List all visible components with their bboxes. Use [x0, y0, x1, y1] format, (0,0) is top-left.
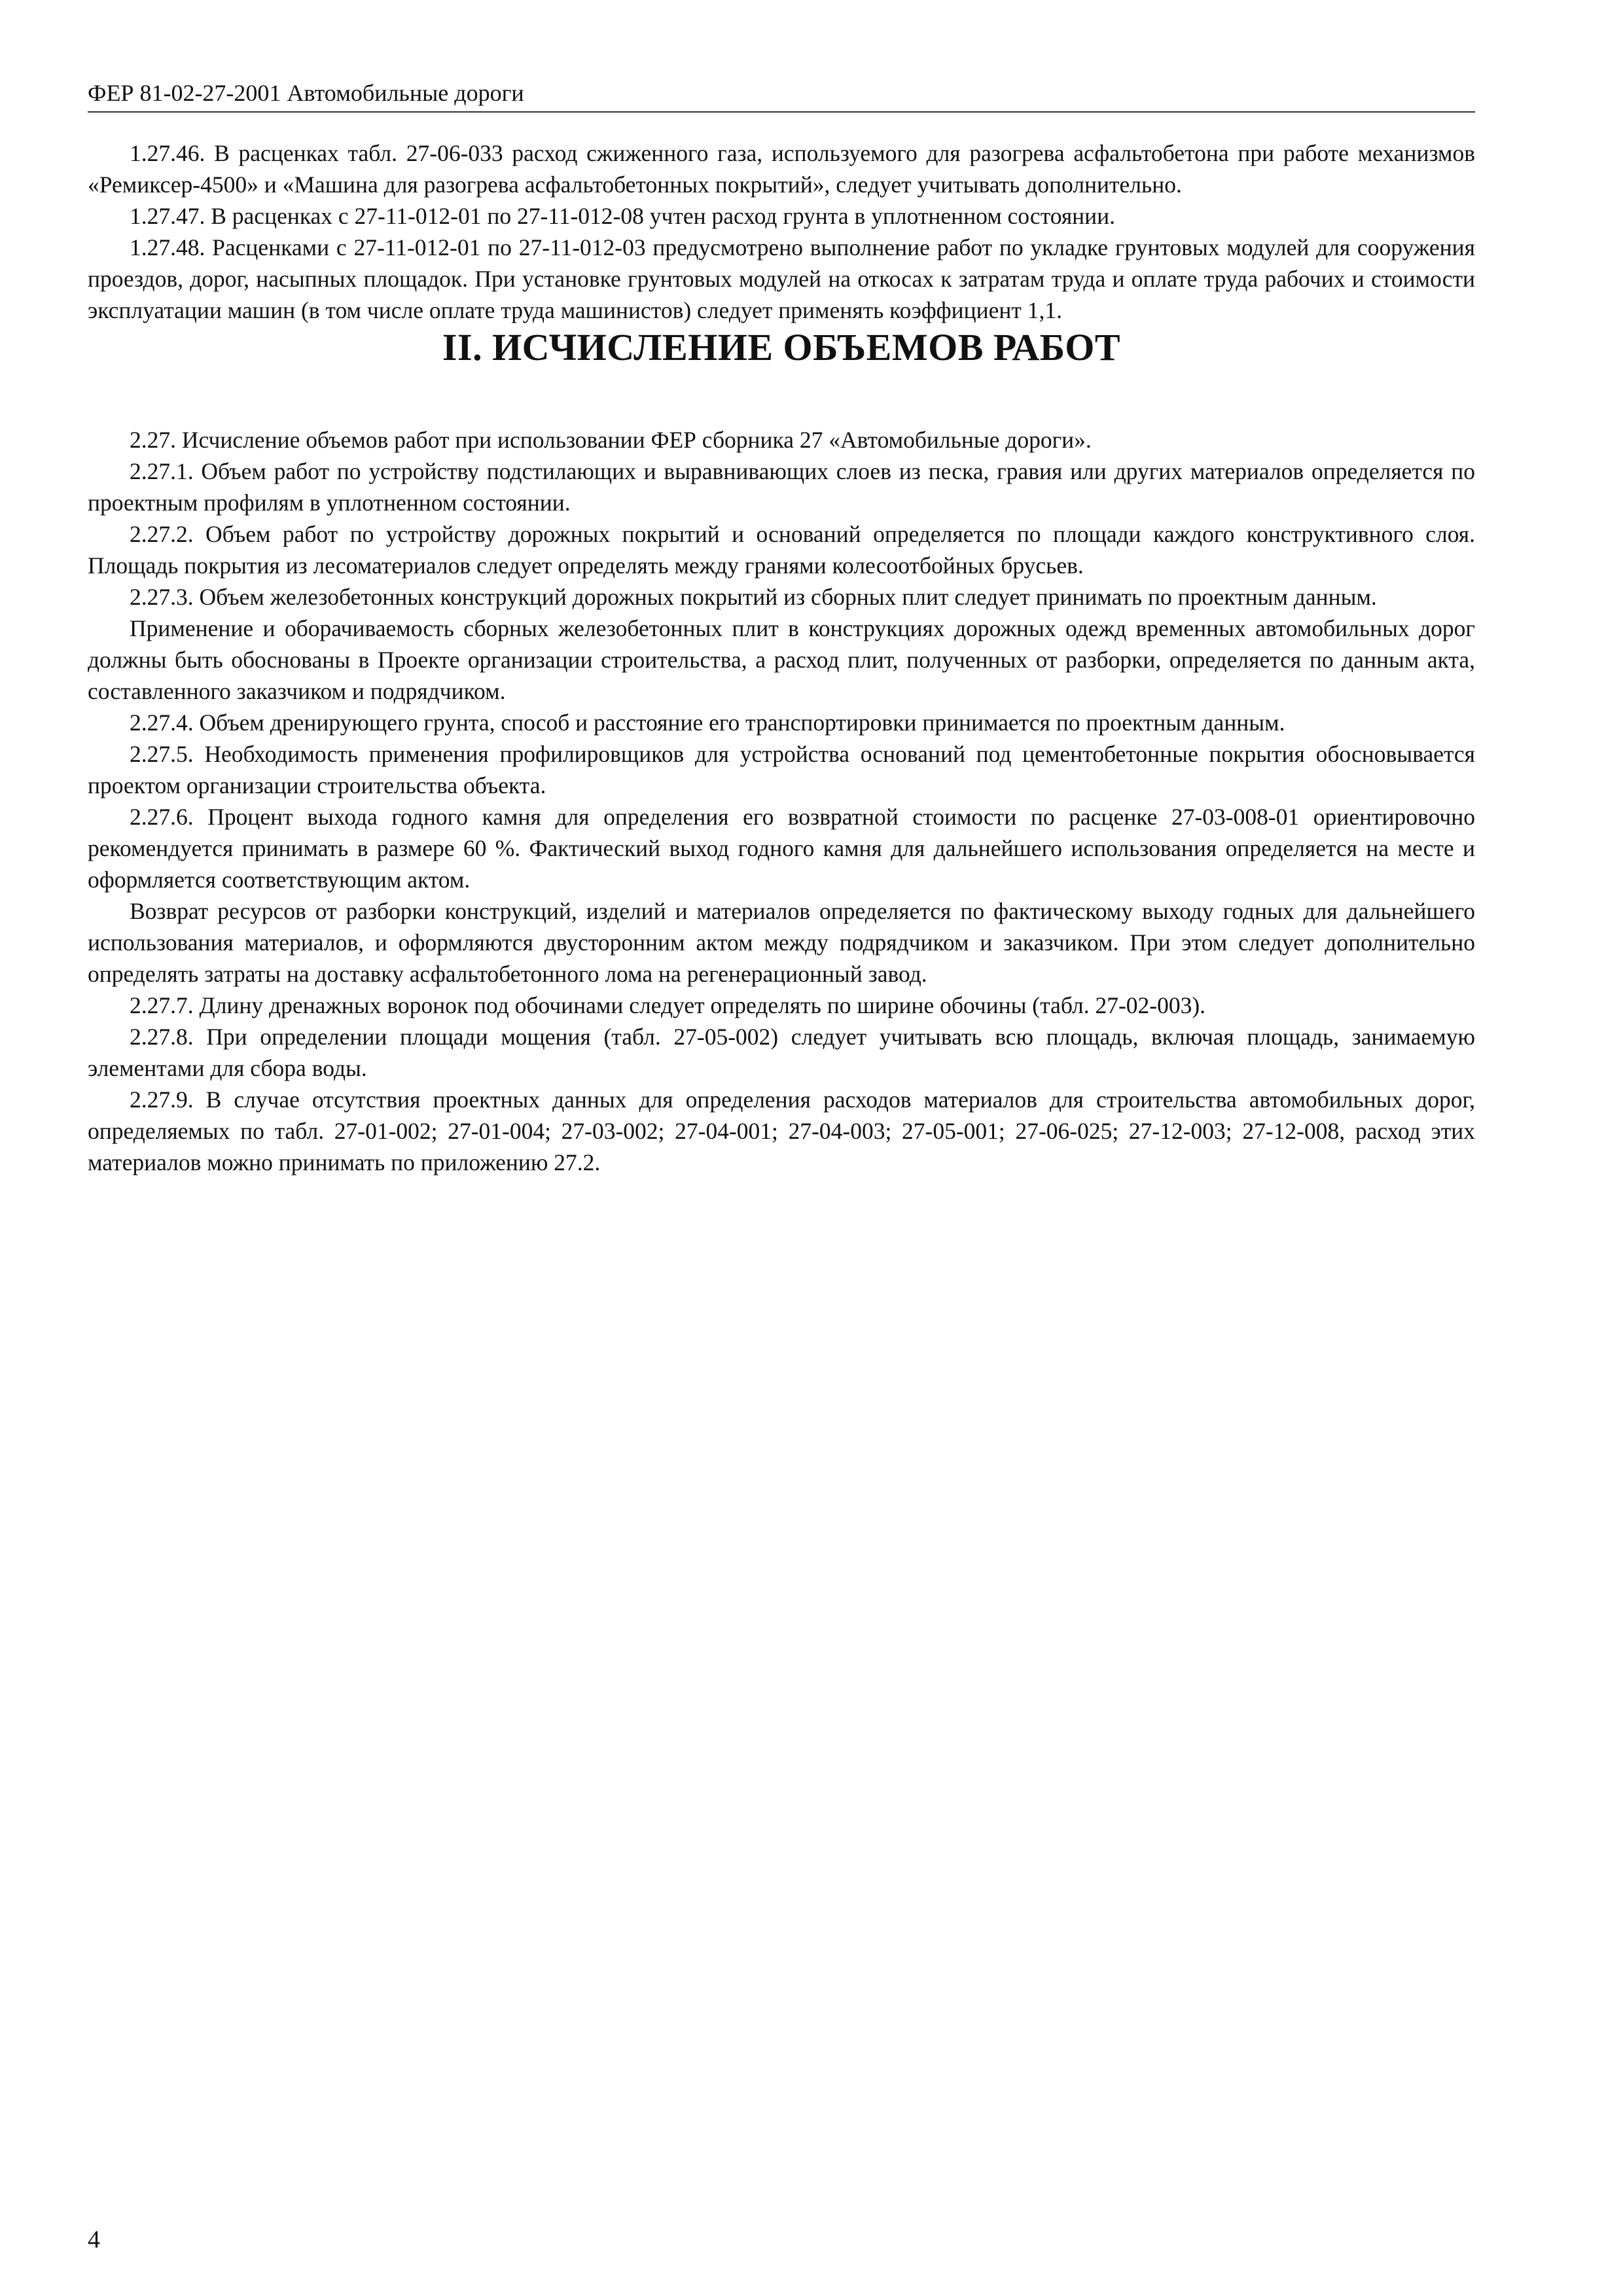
- section-1-paragraphs: [88, 137, 1475, 326]
- paragraph-2-27-6: 2.27.6. Процент выхода годного камня для определения его возвратной стоимости по расценке 27-03-008-01 ориентировочно рекомендуется принимать в размере 60 %. Фактический выход годного камня для дальнейшего использования определяется на месте и оформляется соответствующим актом.: [88, 804, 1475, 893]
- paragraph-2-27-2: 2.27.2. Объем работ по устройству дорожных покрытий и оснований определяется по площади каждого конструктивного слоя. Площадь покрытия из лесоматериалов следует определять между гранями колесоотбойных брусьев.: [88, 521, 1475, 579]
- paragraph-2-27-9: 2.27.9. В случае отсутствия проектных данных для определения расходов материалов для строительства автомобильных дорог, определяемых по табл. 27-01-002; 27-01-004; 27-03-002; 27-04-001; 27-04-003; 27-05-001; 27-06-025; 27-12-003; 27-12-008, расход этих материалов можно принимать по приложению 27.2.: [88, 1086, 1475, 1175]
- section-2-paragraphs: [88, 424, 1475, 1178]
- page-content: [88, 137, 1475, 1178]
- paragraph-2-27-6-cont: Возврат ресурсов от разборки конструкций, изделий и материалов определяется по фактическому выходу годных для дальнейшего использования материалов, и оформляются двусторонним актом между подрядчиком и заказчиком. При этом следует дополнительно определять затраты на доставку асфальтобетонного лома на регенерационный завод.: [88, 898, 1475, 987]
- paragraph-1-27-48: 1.27.48. Расценками с 27-11-012-01 по 27-11-012-03 предусмотрено выполнение работ по укладке грунтовых модулей для сооружения проездов, дорог, насыпных площадок. При установке грунтовых модулей на откосах к затратам труда и оплате труда рабочих и стоимости эксплуатации машин (в том числе оплате труда машинистов) следует применять коэффициент 1,1.: [88, 234, 1475, 323]
- section-title: II. ИСЧИСЛЕНИЕ ОБЪЕМОВ РАБОТ: [442, 326, 1121, 368]
- paragraph-2-27-8: 2.27.8. При определении площади мощения (табл. 27-05-002) следует учитывать всю площадь, включая площадь, занимаемую элементами для сбора воды.: [88, 1024, 1475, 1081]
- paragraph-1-27-47: 1.27.47. В расценках с 27-11-012-01 по 27-11-012-08 учтен расход грунта в уплотненном состоянии.: [130, 203, 1116, 229]
- paragraph-1-27-46: 1.27.46. В расценках табл. 27-06-033 расход сжиженного газа, используемого для разогрева асфальтобетона при работе механизмов «Ремиксер-4500» и «Машина для разогрева асфальтобетонных покрытий», следует учитывать дополнительно.: [88, 140, 1475, 198]
- paragraph-2-27-3-cont: Применение и оборачиваемость сборных железобетонных плит в конструкциях дорожных одежд временных автомобильных дорог должны быть обоснованы в Проекте организации строительства, а расход плит, полученных от разборки, определяется по данным акта, составленного заказчиком и подрядчиком.: [88, 615, 1475, 704]
- paragraph-2-27-7: 2.27.7. Длину дренажных воронок под обочинами следует определять по ширине обочины (табл. 27-02-003).: [130, 992, 1206, 1018]
- paragraph-2-27-1: 2.27.1. Объем работ по устройству подстилающих и выравнивающих слоев из песка, гравия или других материалов определяется по проектным профилям в уплотненном состоянии.: [88, 458, 1475, 516]
- paragraph-2-27: 2.27. Исчисление объемов работ при использовании ФЕР сборника 27 «Автомобильные дороги».: [130, 427, 1092, 453]
- running-header: [88, 77, 1475, 113]
- paragraph-2-27-3: 2.27.3. Объем железобетонных конструкций дорожных покрытий из сборных плит следует принимать по проектным данным.: [130, 584, 1377, 610]
- paragraph-2-27-4: 2.27.4. Объем дренирующего грунта, способ и расстояние его транспортировки принимается по проектным данным.: [130, 709, 1285, 736]
- page-number: 4: [88, 2226, 100, 2253]
- paragraph-2-27-5: 2.27.5. Необходимость применения профилировщиков для устройства оснований под цементобетонные покрытия обосновывается проектом организации строительства объекта.: [88, 741, 1475, 798]
- header-title: ФЕР 81-02-27-2001 Автомобильные дороги: [88, 80, 524, 106]
